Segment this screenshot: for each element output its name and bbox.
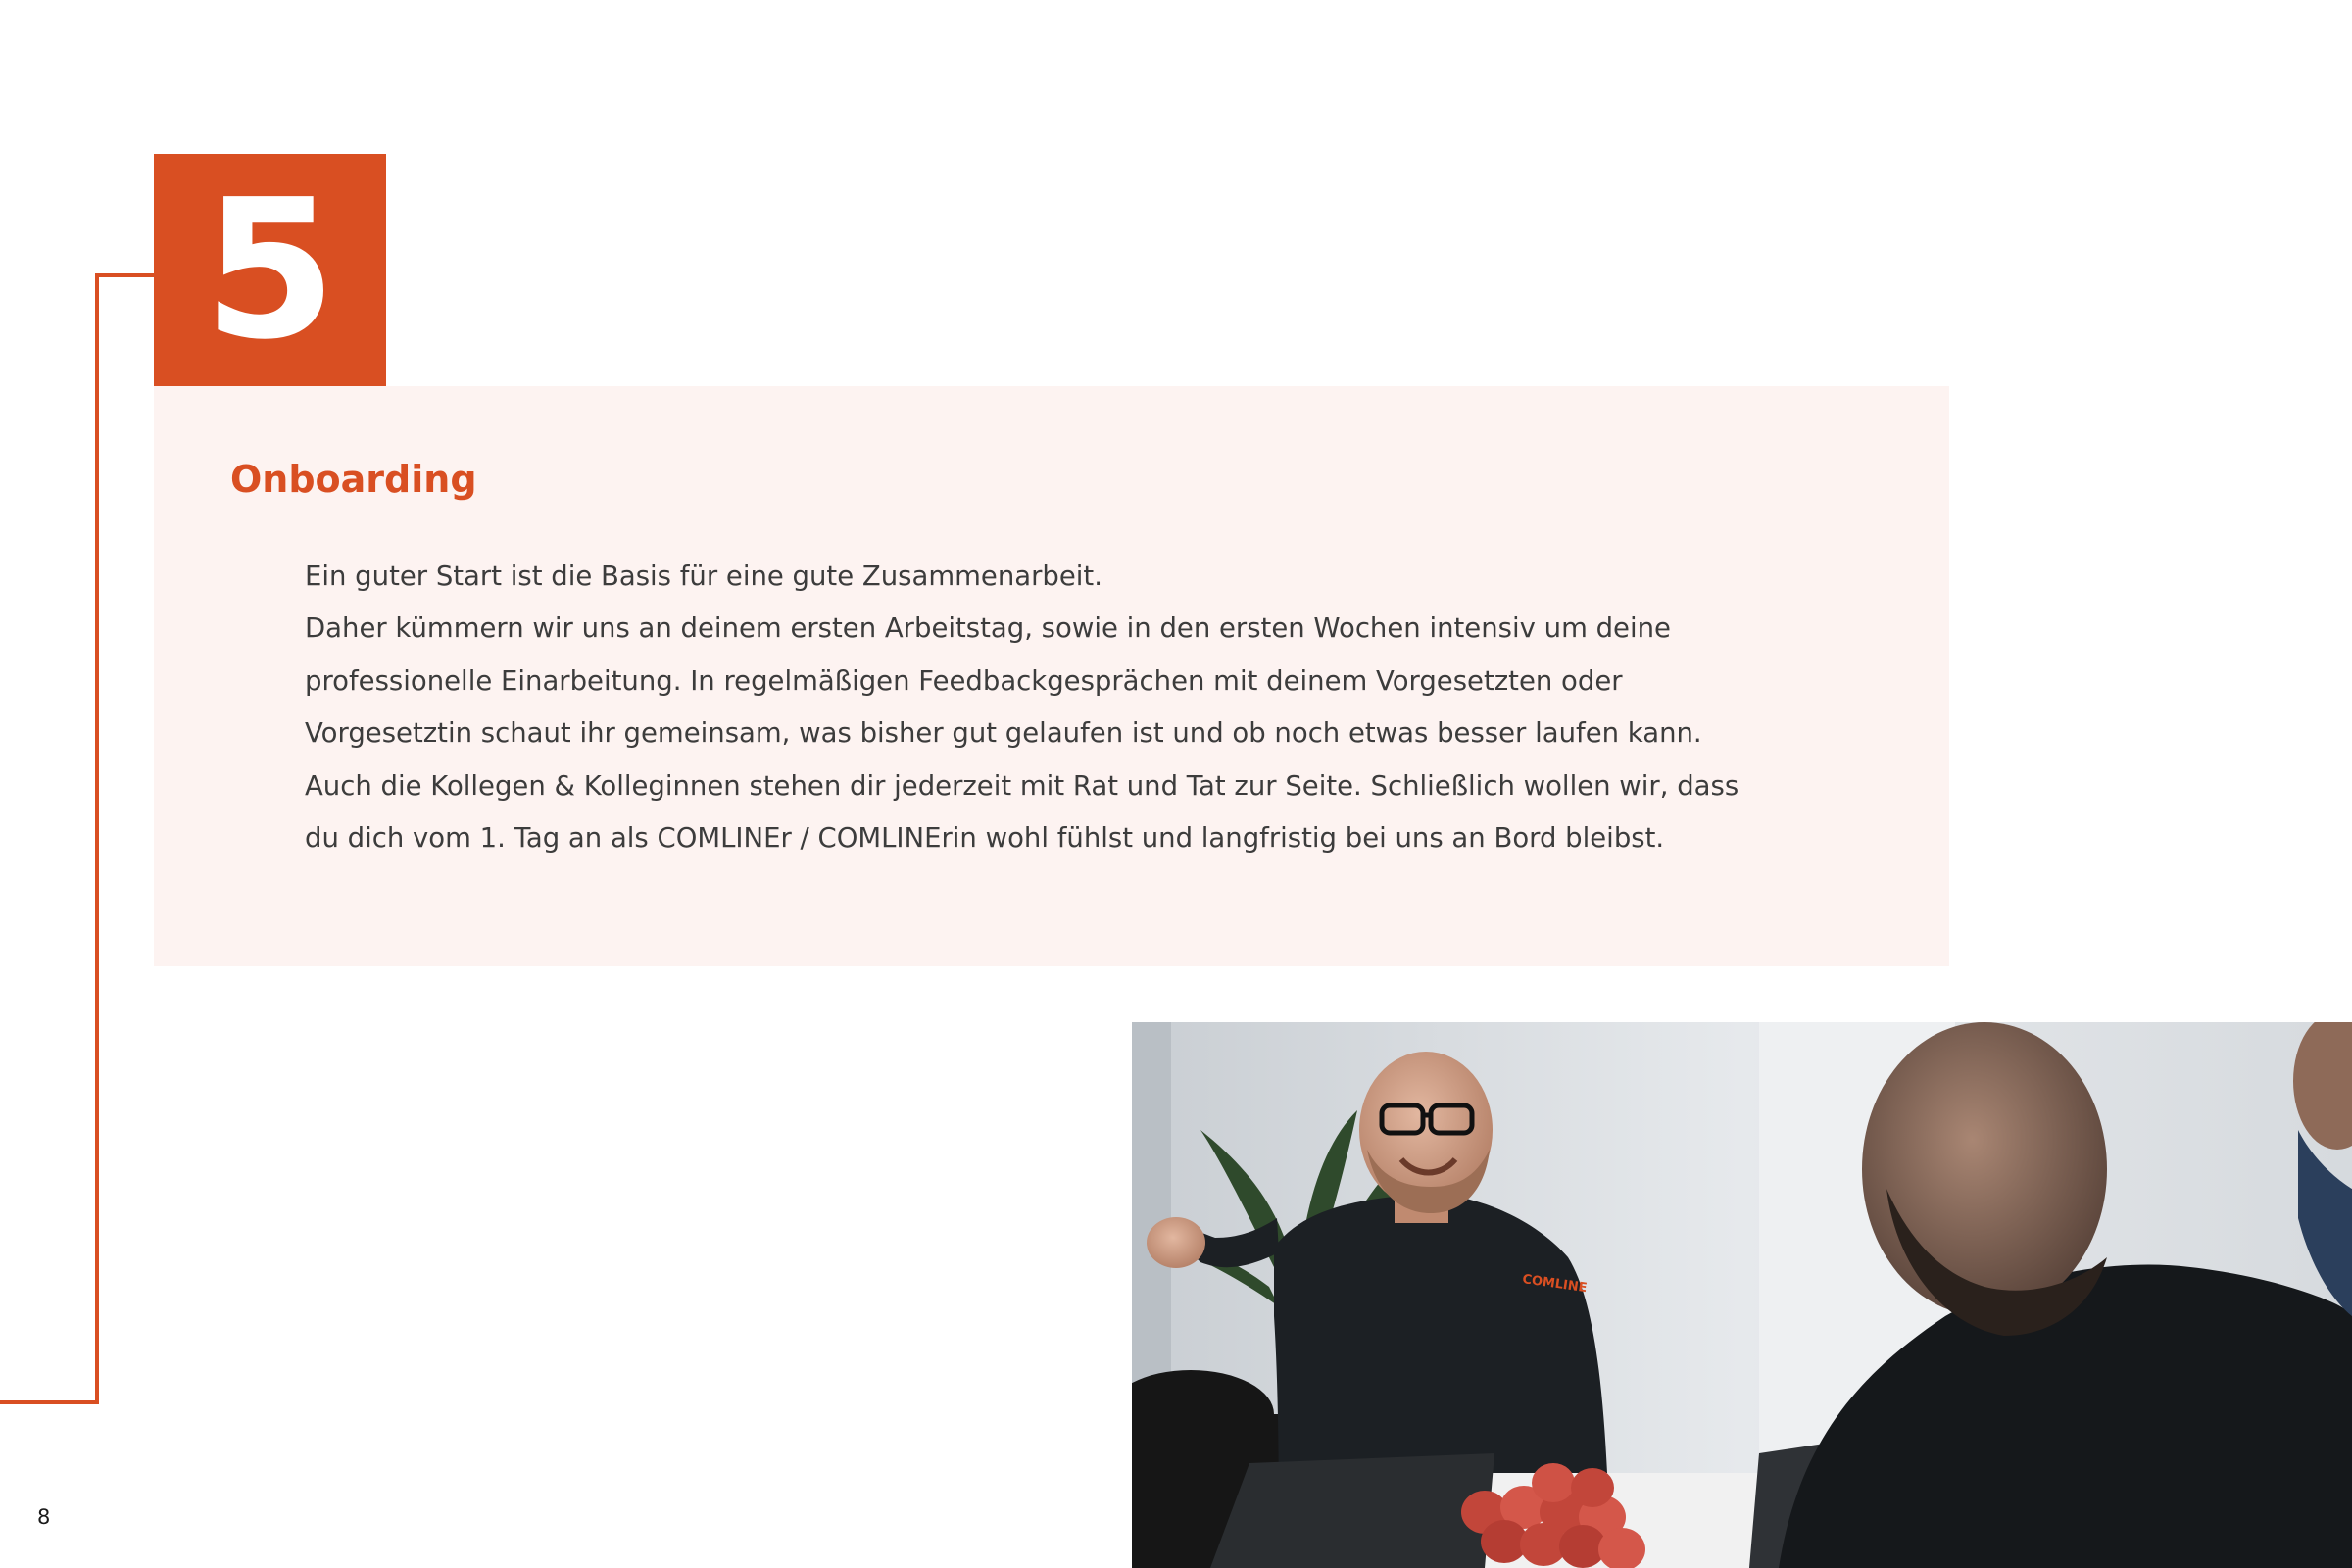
- body-line: Vorgesetztin schaut ihr gemeinsam, was bisher gut gelaufen ist und ob noch etwas besser laufen kann.: [305, 717, 1702, 750]
- connector-line-top: [95, 273, 154, 277]
- section-title: Onboarding: [230, 458, 477, 501]
- body-line: Auch die Kollegen & Kolleginnen stehen dir jederzeit mit Rat und Tat zur Seite. Schließlich wollen wir, dass: [305, 769, 1740, 802]
- section-number: 5: [203, 158, 337, 382]
- connector-line-bottom: [0, 1400, 99, 1404]
- body-line: du dich vom 1. Tag an als COMLINEr / COMLINErin wohl fühlst und langfristig bei uns an Bord bleibst.: [305, 822, 1665, 855]
- shirt-logo: COMLINE: [1521, 1272, 1589, 1297]
- team-meeting-photo: [1132, 1022, 2352, 1568]
- section-body: [305, 551, 1834, 864]
- body-line: Daher kümmern wir uns an deinem ersten Arbeitstag, sowie in den ersten Wochen intensiv um deine: [305, 612, 1671, 645]
- page-number: 8: [37, 1505, 51, 1529]
- body-line: Ein guter Start ist die Basis für eine gute Zusammenarbeit.: [305, 561, 1102, 592]
- connector-line-vertical: [95, 273, 99, 1404]
- section-number-badge: [154, 154, 386, 386]
- body-line: professionelle Einarbeitung. In regelmäßigen Feedbackgesprächen mit deinem Vorgesetzten oder: [305, 664, 1623, 697]
